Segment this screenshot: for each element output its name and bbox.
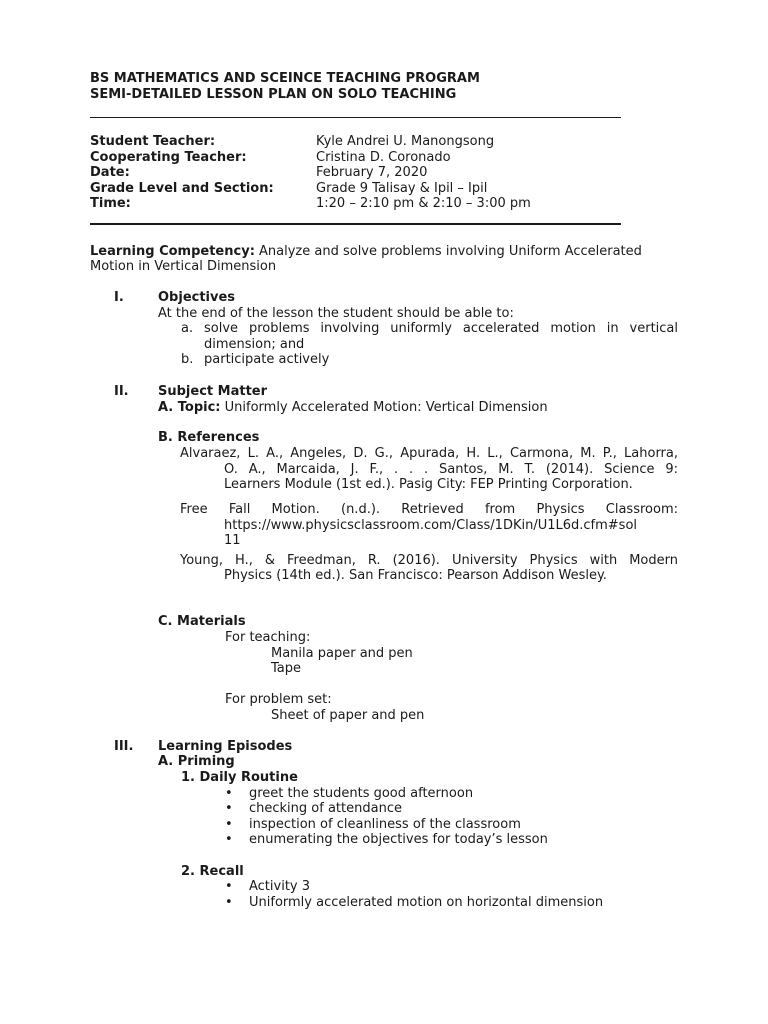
topic-text: Uniformly Accelerated Motion: Vertical Dimension xyxy=(220,400,548,415)
time-label: Time: xyxy=(90,196,131,211)
student-teacher-label: Student Teacher: xyxy=(90,134,216,149)
reference-3-line-1: Young, H., & Freedman, R. (2016). University Physics with Modern xyxy=(180,553,678,568)
subject-matter-heading: Subject Matter xyxy=(158,384,268,399)
references-heading: B. References xyxy=(158,430,260,445)
date-label: Date: xyxy=(90,165,130,180)
section-numeral-2: II. xyxy=(114,384,129,399)
reference-2-line-2: https://www.physicsclassroom.com/Class/1DKin/U1L6d.cfm#sol xyxy=(224,518,638,533)
teaching-material-2: Tape xyxy=(271,661,302,676)
bullet-icon: • xyxy=(225,786,233,801)
cooperating-teacher-value: Cristina D. Coronado xyxy=(316,150,451,165)
objective-a-text: solve problems involving uniformly accelerated motion in vertical xyxy=(204,321,678,336)
time-value: 1:20 – 2:10 pm & 2:10 – 3:00 pm xyxy=(316,196,531,211)
priming-heading: A. Priming xyxy=(158,754,235,769)
objective-letter-a: a. xyxy=(181,321,194,336)
competency-label: Learning Competency: xyxy=(90,244,255,259)
reference-1-line-2: O. A., Marcaida, J. F., . . . Santos, M. T. (2014). Science 9: xyxy=(224,462,678,477)
objective-a-text-cont: dimension; and xyxy=(204,337,305,352)
routine-item-3: inspection of cleanliness of the classroom xyxy=(249,817,521,832)
routine-item-2: checking of attendance xyxy=(249,801,402,816)
daily-routine-heading: 1. Daily Routine xyxy=(181,770,298,785)
reference-2-line-3: 11 xyxy=(224,533,241,548)
for-teaching-label: For teaching: xyxy=(225,630,311,645)
learning-competency xyxy=(90,244,642,260)
competency-text-cont: Motion in Vertical Dimension xyxy=(90,259,277,274)
learning-episodes-heading: Learning Episodes xyxy=(158,739,293,754)
reference-2-line-1: Free Fall Motion. (n.d.). Retrieved from Physics Classroom: xyxy=(180,502,678,517)
section-numeral-1: I. xyxy=(114,290,124,305)
bullet-icon: • xyxy=(225,817,233,832)
objective-letter-b: b. xyxy=(181,352,194,367)
bullet-icon: • xyxy=(225,832,233,847)
routine-item-4: enumerating the objectives for today’s lesson xyxy=(249,832,548,847)
routine-item-1: greet the students good afternoon xyxy=(249,786,474,801)
reference-1-line-1: Alvaraez, L. A., Angeles, D. G., Apurada, H. L., Carmona, M. P., Lahorra, xyxy=(180,446,678,461)
for-problem-set-label: For problem set: xyxy=(225,692,332,707)
grade-section-value: Grade 9 Talisay & Ipil – Ipil xyxy=(316,181,488,196)
program-title: BS MATHEMATICS AND SCEINCE TEACHING PROGRAM xyxy=(90,71,480,86)
materials-heading: C. Materials xyxy=(158,614,246,629)
lesson-plan-title: SEMI-DETAILED LESSON PLAN ON SOLO TEACHING xyxy=(90,87,457,102)
student-teacher-value: Kyle Andrei U. Manongsong xyxy=(316,134,495,149)
header-divider xyxy=(90,117,621,118)
recall-item-1: Activity 3 xyxy=(249,879,311,894)
bullet-icon: • xyxy=(225,801,233,816)
reference-1-line-3: Learners Module (1st ed.). Pasig City: FEP Printing Corporation. xyxy=(224,477,633,492)
problem-set-material-1: Sheet of paper and pen xyxy=(271,708,425,723)
bullet-icon: • xyxy=(225,879,233,894)
grade-section-label: Grade Level and Section: xyxy=(90,181,274,196)
recall-heading: 2. Recall xyxy=(181,864,244,879)
section-numeral-3: III. xyxy=(114,739,134,754)
objectives-intro: At the end of the lesson the student should be able to: xyxy=(158,306,514,321)
objective-b-text: participate actively xyxy=(204,352,330,367)
competency-text: Analyze and solve problems involving Uniform Accelerated xyxy=(254,244,642,259)
topic xyxy=(158,400,548,416)
topic-label: A. Topic: xyxy=(158,400,221,415)
date-value: February 7, 2020 xyxy=(316,165,428,180)
teaching-material-1: Manila paper and pen xyxy=(271,646,413,661)
recall-item-2: Uniformly accelerated motion on horizontal dimension xyxy=(249,895,604,910)
cooperating-teacher-label: Cooperating Teacher: xyxy=(90,150,247,165)
info-divider xyxy=(90,223,621,225)
bullet-icon: • xyxy=(225,895,233,910)
reference-3-line-2: Physics (14th ed.). San Francisco: Pearson Addison Wesley. xyxy=(224,568,607,583)
objectives-heading: Objectives xyxy=(158,290,236,305)
